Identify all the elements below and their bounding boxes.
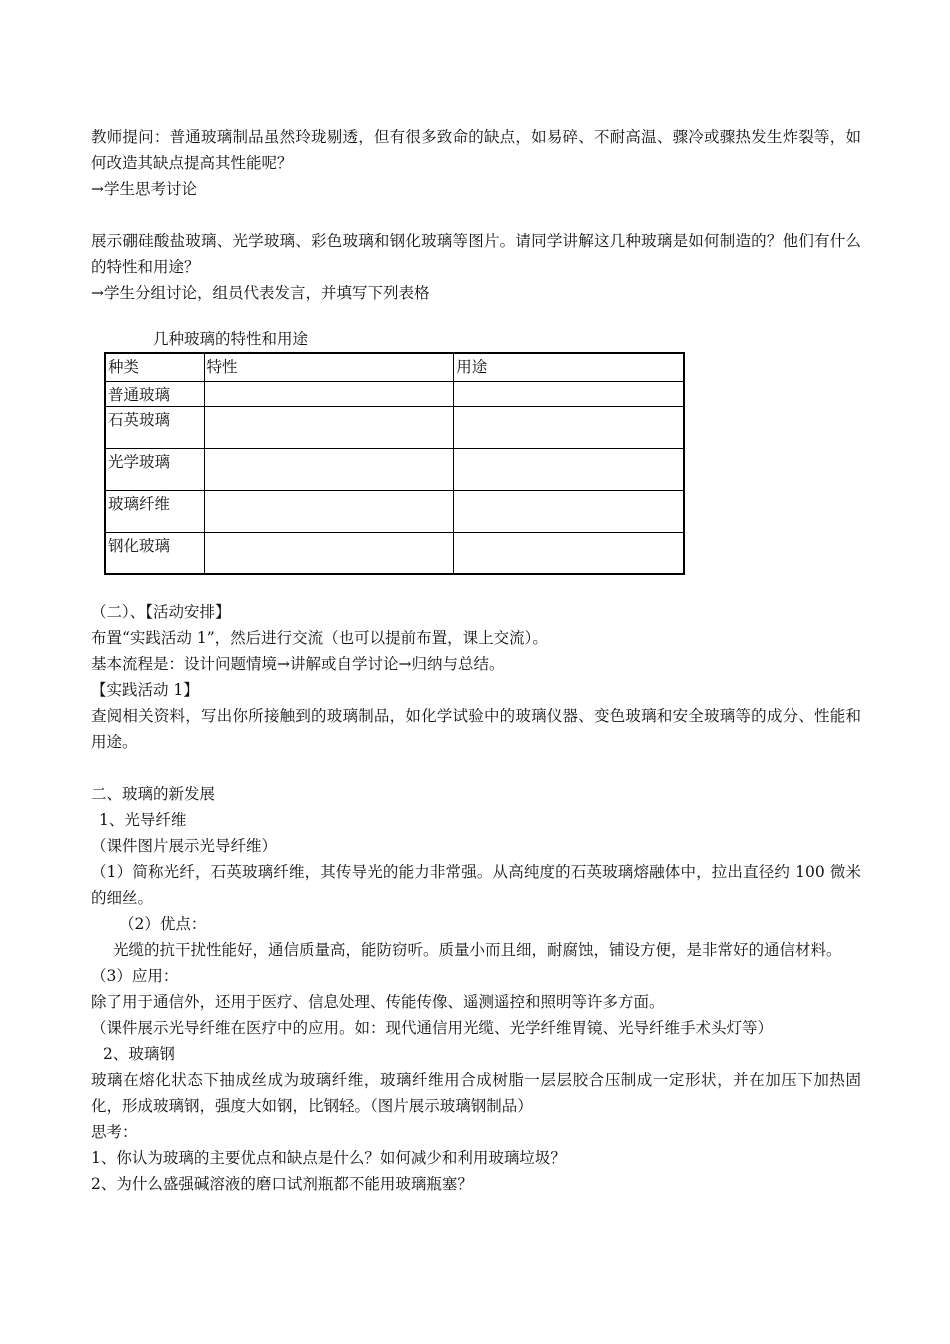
row-uses-cell[interactable]: [454, 406, 684, 448]
think-heading: 思考：: [91, 1123, 138, 1141]
row-uses-cell[interactable]: [454, 532, 684, 574]
activity-assignment: 布置“实践活动 1”，然后进行交流（也可以提前布置，课上交流）。: [91, 629, 548, 647]
practice-activity-heading: 【实践活动 1】: [91, 681, 199, 699]
row-type-cell: 玻璃纤维: [105, 490, 204, 532]
row-properties-cell[interactable]: [204, 406, 454, 448]
optical-fiber-heading: 1、光导纤维: [99, 811, 187, 829]
table-row: [105, 448, 684, 490]
medical-applications-note: （课件展示光导纤维在医疗中的应用。如：现代通信用光缆、光学纤维胃镜、光导纤维手术头灯等）: [91, 1019, 774, 1037]
optical-fiber-display-note: （课件图片展示光导纤维）: [91, 837, 278, 855]
header-uses: 用途: [454, 353, 684, 381]
row-type-cell: 光学玻璃: [105, 448, 204, 490]
glass-properties-table: [104, 352, 685, 575]
table-caption: 几种玻璃的特性和用途: [153, 330, 309, 348]
advantages-heading: （2）优点：: [119, 915, 207, 933]
row-properties-cell[interactable]: [204, 448, 454, 490]
fiberglass-text: 玻璃在熔化状态下抽成丝成为玻璃纤维，玻璃纤维用合成树脂一层层胶合压制成一定形状，并在加压下加热固化，形成玻璃钢，强度大如钢，比钢轻。（图片展示玻璃钢制品）: [91, 1071, 861, 1115]
header-type: 种类: [105, 353, 204, 381]
optical-fiber-definition: （1）简称光纤，石英玻璃纤维，其传导光的能力非常强。从高纯度的石英玻璃熔融体中，拉出直径约 100 微米的细丝。: [91, 863, 861, 907]
row-properties-cell[interactable]: [204, 490, 454, 532]
teacher-question: 教师提问：普通玻璃制品虽然玲珑剔透，但有很多致命的缺点，如易碎、不耐高温、骤冷或骤热发生炸裂等，如何改造其缺点提高其性能呢？: [91, 128, 861, 172]
row-properties-cell[interactable]: [204, 532, 454, 574]
basic-process: 基本流程是：设计问题情境→讲解或自学讨论→归纳与总结。: [91, 655, 505, 673]
row-type-cell: 石英玻璃: [105, 406, 204, 448]
row-uses-cell[interactable]: [454, 448, 684, 490]
table-row: [105, 532, 684, 574]
row-uses-cell[interactable]: [454, 381, 684, 406]
fiberglass-heading: 2、玻璃钢: [103, 1045, 175, 1063]
document-page: [91, 124, 861, 1197]
row-type-cell: 普通玻璃: [105, 381, 204, 406]
table-row: [105, 381, 684, 406]
table-row: [105, 490, 684, 532]
applications-heading: （3）应用：: [91, 967, 179, 985]
glass-pictures-paragraph: 展示硼硅酸盐玻璃、光学玻璃、彩色玻璃和钢化玻璃等图片。请同学讲解这几种玻璃是如何制造的？他们有什么的特性和用途？: [91, 232, 861, 276]
advantages-text: 光缆的抗干扰性能好，通信质量高，能防窃听。质量小而且细，耐腐蚀，铺设方便，是非常好的通信材料。: [113, 941, 842, 959]
student-discussion-note: →学生思考讨论: [91, 180, 197, 198]
header-properties: 特性: [204, 353, 454, 381]
question-2: 2、为什么盛强碱溶液的磨口试剂瓶都不能用玻璃瓶塞？: [91, 1175, 473, 1193]
activity-heading: （二）、【活动安排】: [91, 603, 231, 621]
row-properties-cell[interactable]: [204, 381, 454, 406]
section-two-heading: 二、玻璃的新发展: [91, 785, 216, 803]
applications-text: 除了用于通信外，还用于医疗、信息处理、传能传像、遥测遥控和照明等许多方面。: [91, 993, 665, 1011]
practice-activity-text: 查阅相关资料，写出你所接触到的玻璃制品，如化学试验中的玻璃仪器、变色玻璃和安全玻璃等的成分、性能和用途。: [91, 707, 861, 751]
table-header-row: [105, 353, 684, 381]
table-row: [105, 406, 684, 448]
row-type-cell: 钢化玻璃: [105, 532, 204, 574]
row-uses-cell[interactable]: [454, 490, 684, 532]
group-discussion-note: →学生分组讨论，组员代表发言，并填写下列表格: [91, 284, 430, 302]
question-1: 1、你认为玻璃的主要优点和缺点是什么？如何减少和利用玻璃垃圾？: [91, 1149, 566, 1167]
